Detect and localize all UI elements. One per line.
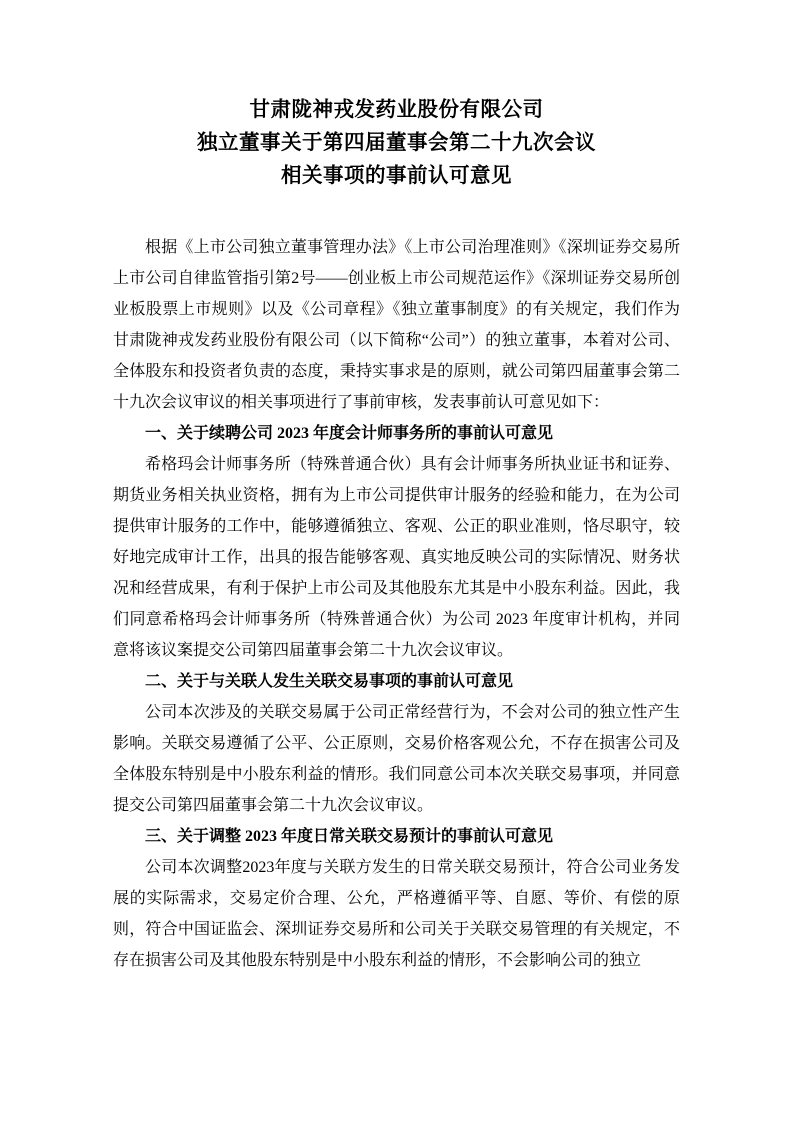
section-2-body: 公司本次涉及的关联交易属于公司正常经营行为，不会对公司的独立性产生影响。关联交易遵循了公平、公正原则，交易价格客观公允，不存在损害公司及全体股东特别是中小股东利益的情形。我们同意公司本次关联交易事项，并同意提交公司第四届董事会第二十九次会议审议。 (113, 704, 680, 814)
title-line-subject: 独立董事关于第四届董事会第二十九次会议 (197, 132, 596, 154)
document-content (113, 0, 680, 976)
section-2-heading: 二、关于与关联人发生关联交易事项的事前认可意见 (145, 673, 514, 690)
document-title (113, 94, 680, 193)
title-line-subject-2: 相关事项的事前认可意见 (281, 165, 512, 187)
intro-paragraph: 根据《上市公司独立董事管理办法》《上市公司治理准则》《深圳证券交易所上市公司自律监管指引第2号——创业板上市公司规范运作》《深圳证券交易所创业板股票上市规则》以及《公司章程》《独立董事制度》的有关规定，我们作为甘肃陇神戎发药业股份有限公司（以下简称“公司”）的独立董事，本着对公司、全体股东和投资者负责的态度，秉持实事求是的原则，就公司第四届董事会第二十九次会议审议的相关事项进行了事前审核，发表事前认可意见如下： (113, 239, 680, 411)
section-1-body: 希格玛会计师事务所（特殊普通合伙）具有会计师事务所执业证书和证券、期货业务相关执业资格，拥有为上市公司提供审计服务的经验和能力，在为公司提供审计服务的工作中，能够遵循独立、客观、公正的职业准则，恪尽职守，较好地完成审计工作，出具的报告能够客观、真实地反映公司的实际情况、财务状况和经营成果，有利于保护上市公司及其他股东尤其是中小股东利益。因此，我们同意希格玛会计师事务所（特殊普通合伙）为公司 2023 年度审计机构，并同意将该议案提交公司第四届董事会第二十九次会议审议。 (113, 456, 680, 659)
section-3-heading: 三、关于调整 2023 年度日常关联交易预计的事前认可意见 (145, 828, 554, 845)
section-1-heading: 一、关于续聘公司 2023 年度会计师事务所的事前认可意见 (145, 425, 554, 442)
title-line-company: 甘肃陇神戎发药业股份有限公司 (249, 99, 544, 121)
section-3-body: 公司本次调整2023年度与关联方发生的日常关联交易预计，符合公司业务发展的实际需求，交易定价合理、公允，严格遵循平等、自愿、等价、有偿的原则，符合中国证监会、深圳证券交易所和公司关于关联交易管理的有关规定，不存在损害公司及其他股东特别是中小股东利益的情形，不会影响公司的独立 (113, 859, 680, 969)
